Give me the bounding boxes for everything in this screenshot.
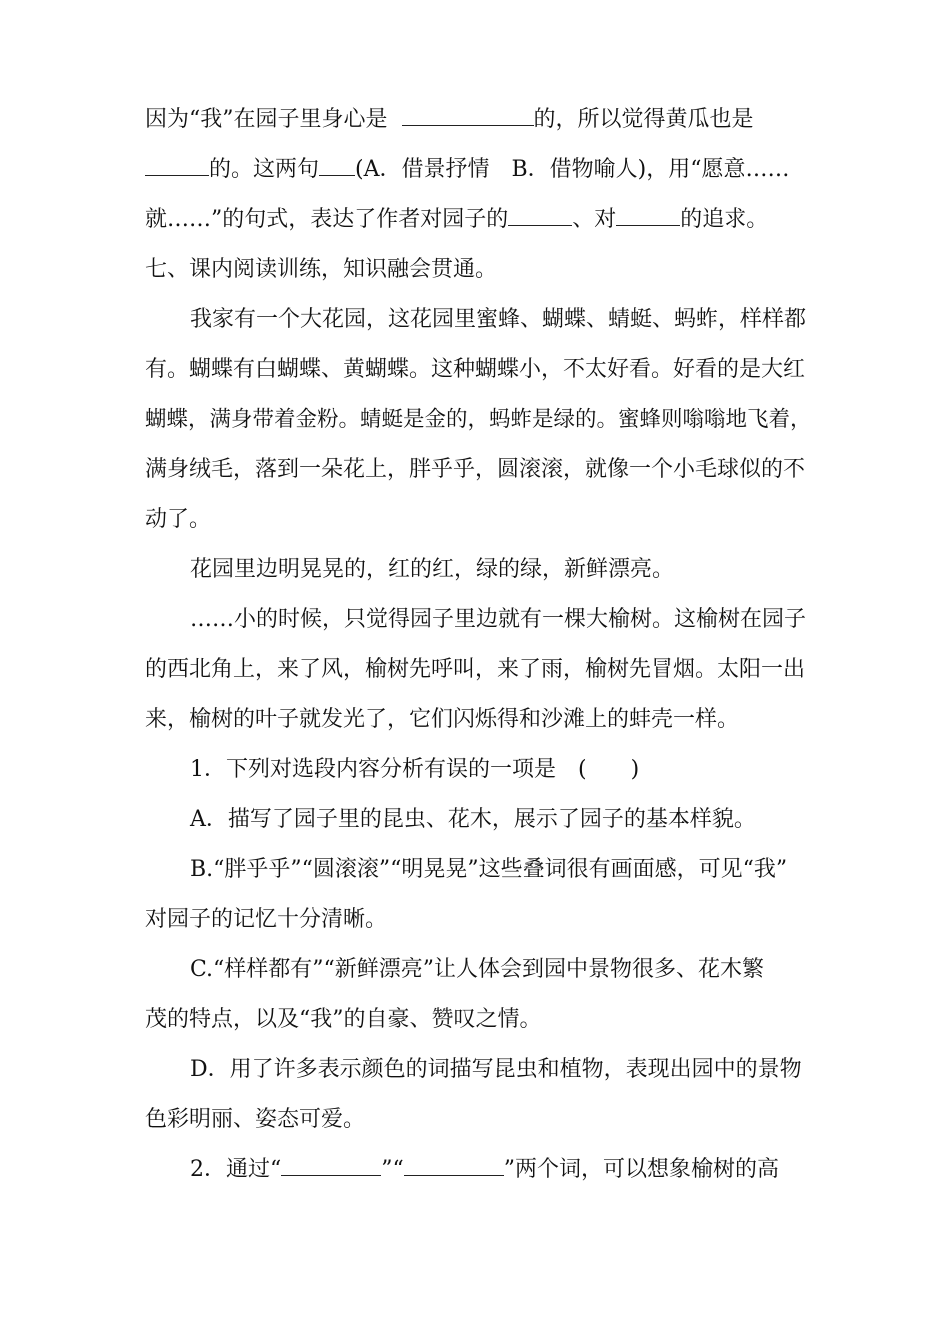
question-1: 1．下列对选段内容分析有误的一项是 ( ) bbox=[190, 757, 640, 782]
answer-blank[interactable] bbox=[404, 1155, 504, 1176]
option-d-continued: 色彩明丽、姿态可爱。 bbox=[145, 1107, 366, 1132]
text-fragment: 的，所以觉得黄瓜也是 bbox=[533, 107, 754, 132]
option-d[interactable]: D．用了许多表示颜色的词描写昆虫和植物，表现出园中的景物 bbox=[190, 1057, 802, 1082]
paragraph-line: 的西北角上，来了风，榆树先呼叫，来了雨，榆树先冒烟。太阳一出 bbox=[145, 657, 806, 682]
paragraph-line: 满身绒毛，落到一朵花上，胖乎乎，圆滚滚，就像一个小毛球似的不 bbox=[145, 457, 806, 482]
text-fragment: 、对 bbox=[572, 207, 617, 232]
text-fragment: 的。这两句 bbox=[209, 157, 320, 182]
option-c-continued: 茂的特点，以及“我”的自豪、赞叹之情。 bbox=[145, 1007, 542, 1032]
answer-blank[interactable] bbox=[402, 105, 534, 126]
paragraph-line: 花园里边明晃晃的，红的红，绿的绿，新鲜漂亮。 bbox=[190, 557, 675, 582]
section-heading: 七、课内阅读训练，知识融会贯通。 bbox=[145, 257, 498, 282]
paragraph-line: 蝴蝶，满身带着金粉。蜻蜓是金的，蚂蚱是绿的。蜜蜂则嗡嗡地飞着， bbox=[145, 407, 812, 432]
paragraph-line: 来，榆树的叶子就发光了，它们闪烁得和沙滩上的蚌壳一样。 bbox=[145, 707, 740, 732]
option-b[interactable]: B.“胖乎乎”“圆滚滚”“明晃晃”这些叠词很有画面感，可见“我” bbox=[190, 857, 788, 882]
question-2: 2．通过“ ”“ ”两个词，可以想象榆树的高 bbox=[190, 1157, 779, 1182]
text-fragment: 就……”的句式，表达了作者对园子的 bbox=[145, 207, 509, 232]
answer-blank[interactable] bbox=[145, 155, 209, 176]
paragraph-line: 有。蝴蝶有白蝴蝶、黄蝴蝶。这种蝴蝶小，不太好看。好看的是大红 bbox=[145, 357, 806, 382]
text-fragment: 因为“我”在园子里身心是 bbox=[145, 107, 388, 132]
option-a[interactable]: A．描写了园子里的昆虫、花木，展示了园子的基本样貌。 bbox=[190, 807, 756, 832]
paragraph-line: 我家有一个大花园，这花园里蜜蜂、蝴蝶、蜻蜓、蚂蚱，样样都 bbox=[190, 307, 807, 332]
paragraph-line: ……小的时候，只觉得园子里边就有一棵大榆树。这榆树在园子 bbox=[190, 607, 807, 632]
text-fragment: 的追求。 bbox=[680, 207, 769, 232]
option-c[interactable]: C.“样样都有”“新鲜漂亮”让人体会到园中景物很多、花木繁 bbox=[190, 957, 765, 982]
answer-blank[interactable] bbox=[319, 155, 355, 176]
paragraph-line: 动了。 bbox=[145, 507, 212, 532]
option-b-continued: 对园子的记忆十分清晰。 bbox=[145, 907, 388, 932]
answer-blank[interactable] bbox=[616, 205, 680, 226]
text-fragment: (A．借景抒情 B．借物喻人)，用“愿意…… bbox=[355, 157, 790, 182]
text-line bbox=[145, 155, 825, 185]
answer-blank[interactable] bbox=[281, 1155, 381, 1176]
text-line bbox=[145, 205, 825, 235]
text-line bbox=[145, 105, 825, 135]
answer-blank[interactable] bbox=[508, 205, 572, 226]
